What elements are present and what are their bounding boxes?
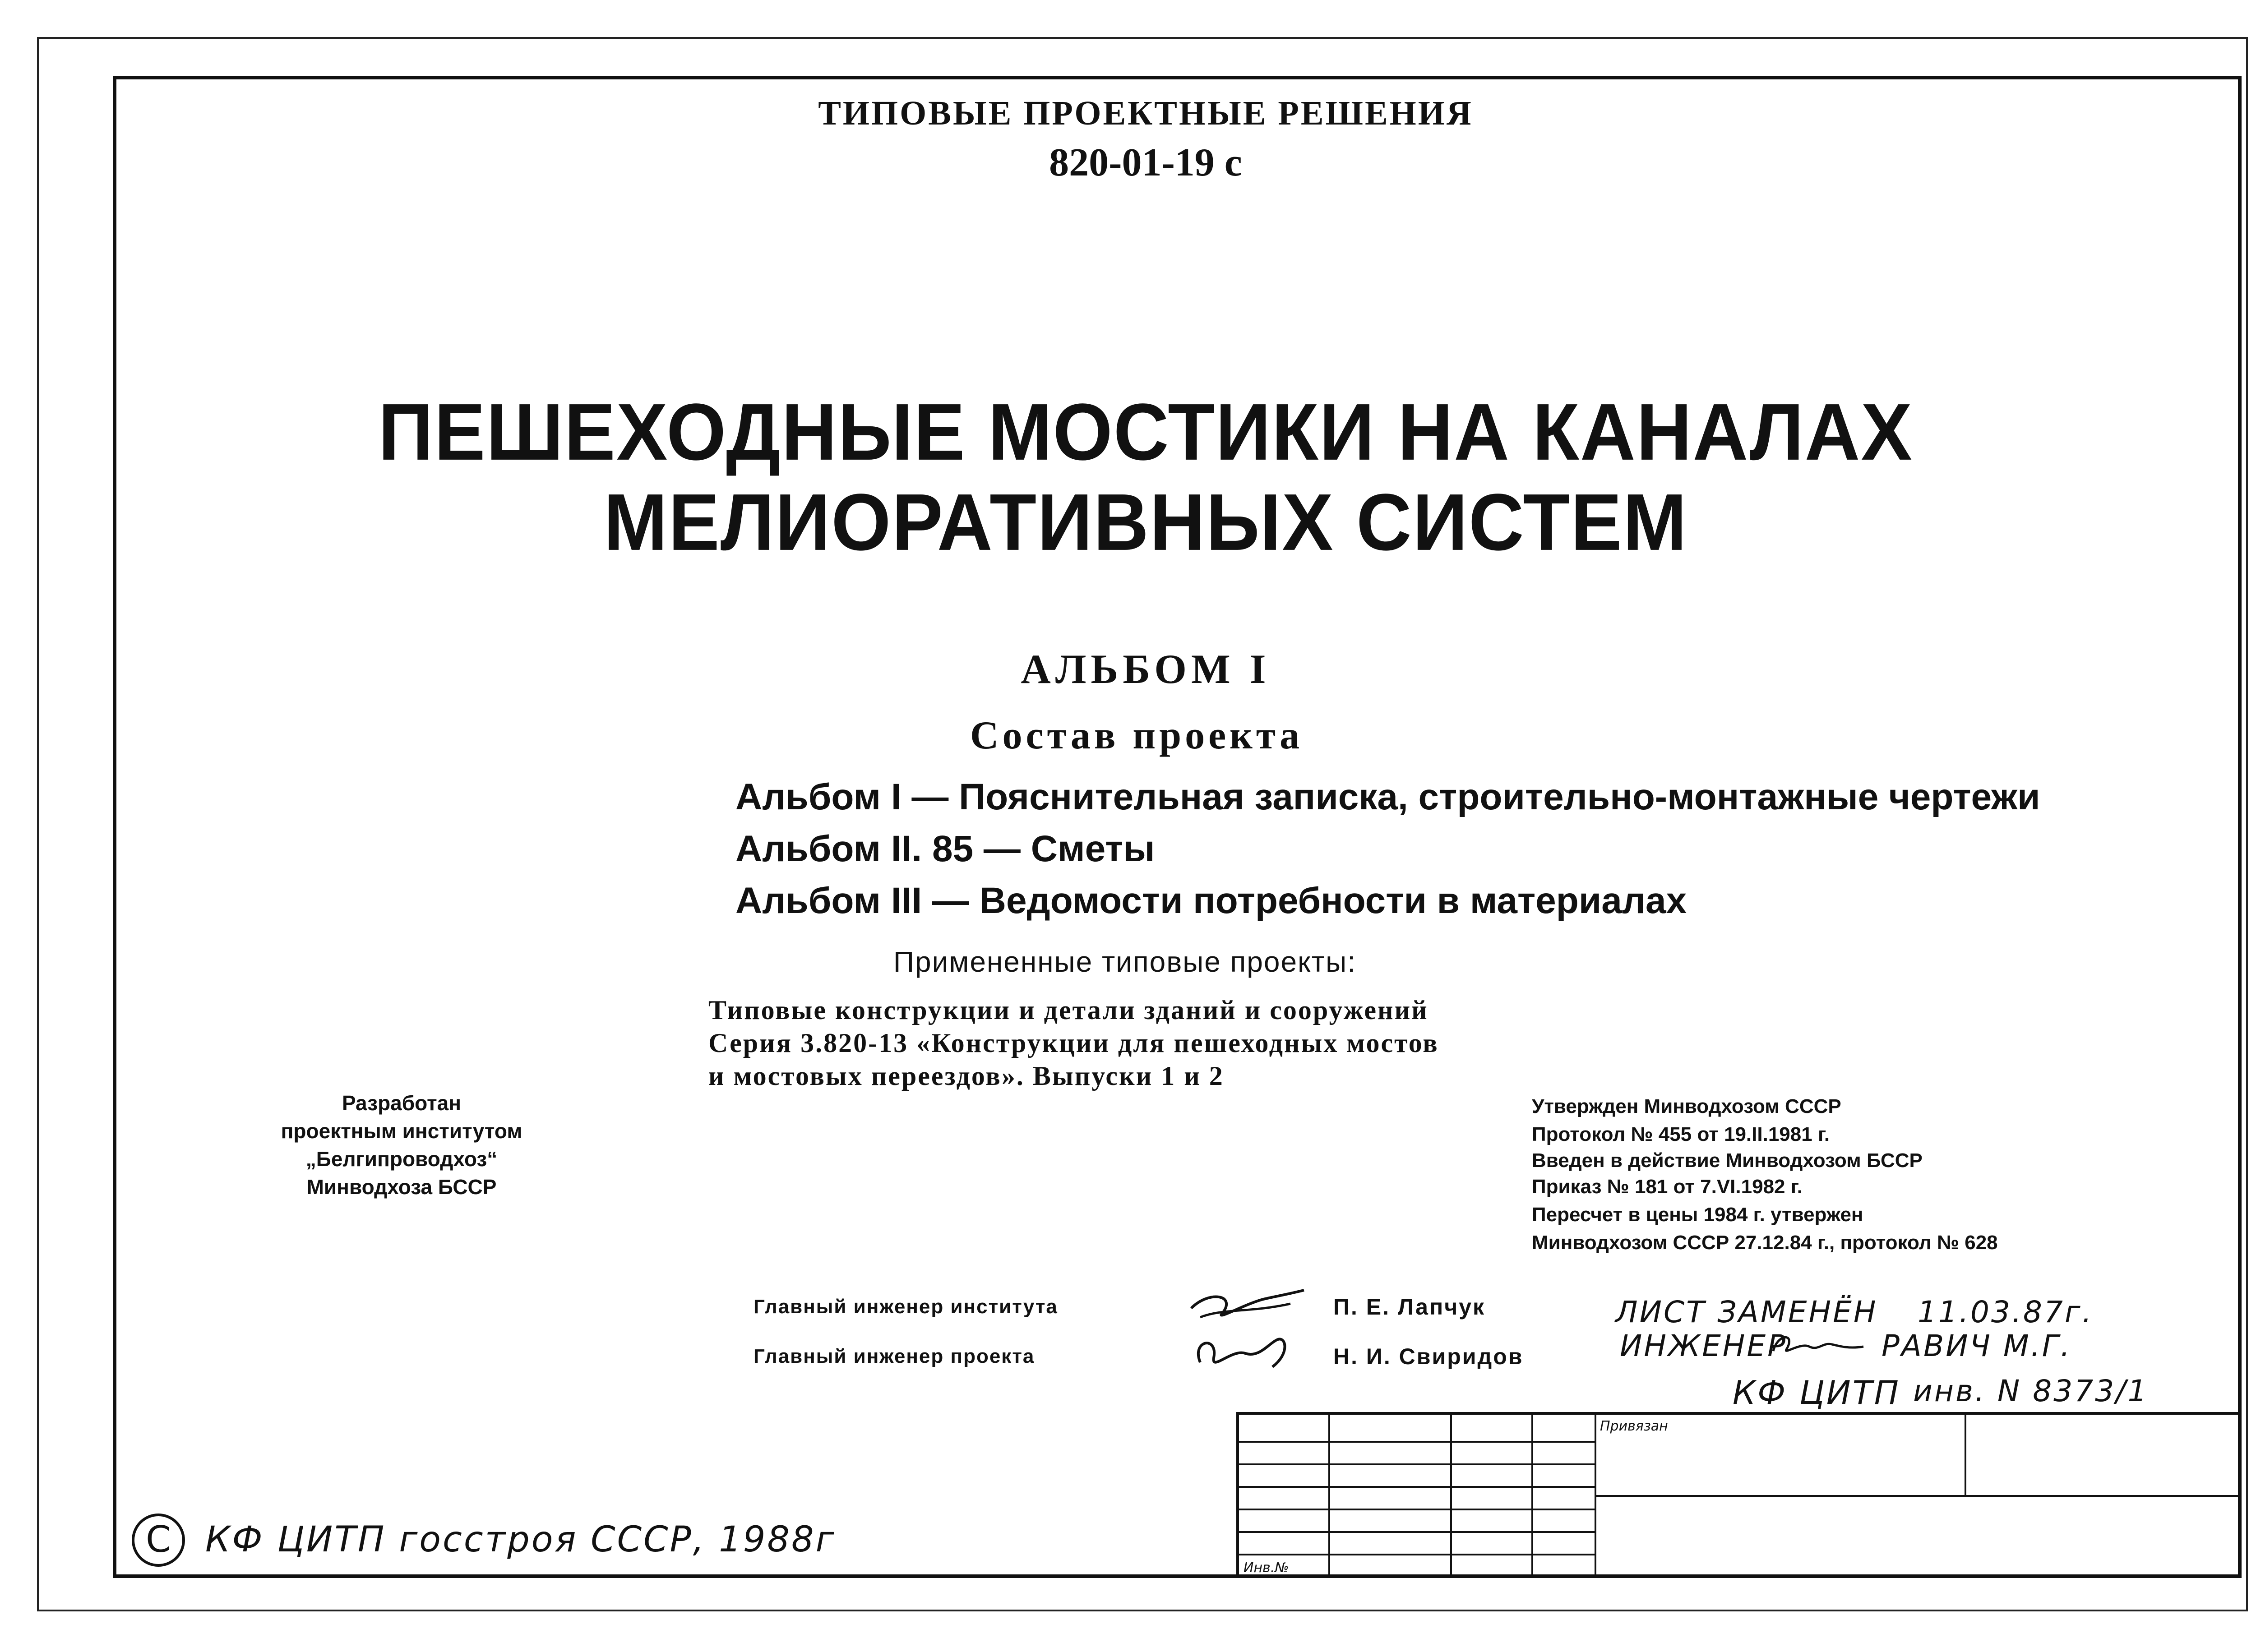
series-heading: ТИПОВЫЕ ПРОЕКТНЫЕ РЕШЕНИЯ <box>818 94 1473 132</box>
signature-name: Н. И. Свиридов <box>1333 1344 1524 1369</box>
approval-line: Минводхозом СССР 27.12.84 г., протокол № 628 <box>1532 1232 1998 1254</box>
copyright-icon: C <box>132 1514 185 1567</box>
org-note: КФ ЦИТП <box>1733 1374 1900 1412</box>
inventory-label: Инв.№ <box>1244 1560 1289 1576</box>
replaced-date: 11.03.87г. <box>1918 1295 2094 1329</box>
title-block-grid <box>1239 1415 2242 1578</box>
bound-label: Привязан <box>1600 1418 1668 1434</box>
developer-line: Разработан <box>342 1091 462 1115</box>
engineer-label: ИНЖЕНЕР <box>1620 1329 1787 1363</box>
approval-line: Протокол № 455 от 19.II.1981 г. <box>1532 1123 1830 1145</box>
developer-line: проектным институтом <box>281 1119 522 1143</box>
album-item: Альбом I — Пояснительная записка, строительно-монтажные чертежи <box>735 776 2040 817</box>
main-title-line-1: ПЕШЕХОДНЫЕ МОСТИКИ НА КАНАЛАХ <box>378 387 1913 477</box>
signature-role: Главный инженер института <box>754 1296 1058 1318</box>
signature-name: П. Е. Лапчук <box>1333 1294 1486 1320</box>
album-heading: АЛЬБОМ I <box>1021 646 1271 692</box>
inventory-number: инв. N 8373/1 <box>1913 1374 2149 1408</box>
applied-project-line: Серия 3.820-13 «Конструкции для пешеходных мостов <box>708 1028 1439 1058</box>
composition-heading: Состав проекта <box>970 714 1304 757</box>
developer-line: Минводхоза БССР <box>306 1175 497 1199</box>
signature-role: Главный инженер проекта <box>754 1345 1035 1367</box>
applied-project-line: Типовые конструкции и детали зданий и сооружений <box>708 995 1428 1025</box>
main-title-line-2: МЕЛИОРАТИВНЫХ СИСТЕМ <box>603 477 1688 568</box>
engineer-signature <box>1769 1329 1868 1365</box>
developer-line: „Белгипроводхоз“ <box>305 1147 498 1171</box>
approval-line: Приказ № 181 от 7.VI.1982 г. <box>1532 1176 1803 1198</box>
approval-line: Введен в действие Минводхозом БССР <box>1532 1149 1923 1172</box>
album-item: Альбом II. 85 — Сметы <box>735 828 1155 869</box>
applied-projects-heading: Примененные типовые проекты: <box>893 946 1356 978</box>
engineer-name: РАВИЧ М.Г. <box>1882 1329 2072 1363</box>
album-item: Альбом III — Ведомости потребности в материалах <box>735 880 1687 921</box>
title-block-table <box>1236 1412 2242 1578</box>
approval-line: Пересчет в цены 1984 г. утвержен <box>1532 1204 1863 1226</box>
approval-line: Утвержден Минводхозом СССР <box>1532 1095 1841 1117</box>
handwritten-signatures <box>1182 1277 1308 1385</box>
applied-project-line: и мостовых переездов». Выпуски 1 и 2 <box>708 1061 1224 1091</box>
copyright-text: КФ ЦИТП госстроя СССР, 1988г <box>205 1519 836 1560</box>
series-number: 820-01-19 с <box>1049 141 1242 185</box>
replaced-note: ЛИСТ ЗАМЕНЁН <box>1615 1295 1878 1329</box>
